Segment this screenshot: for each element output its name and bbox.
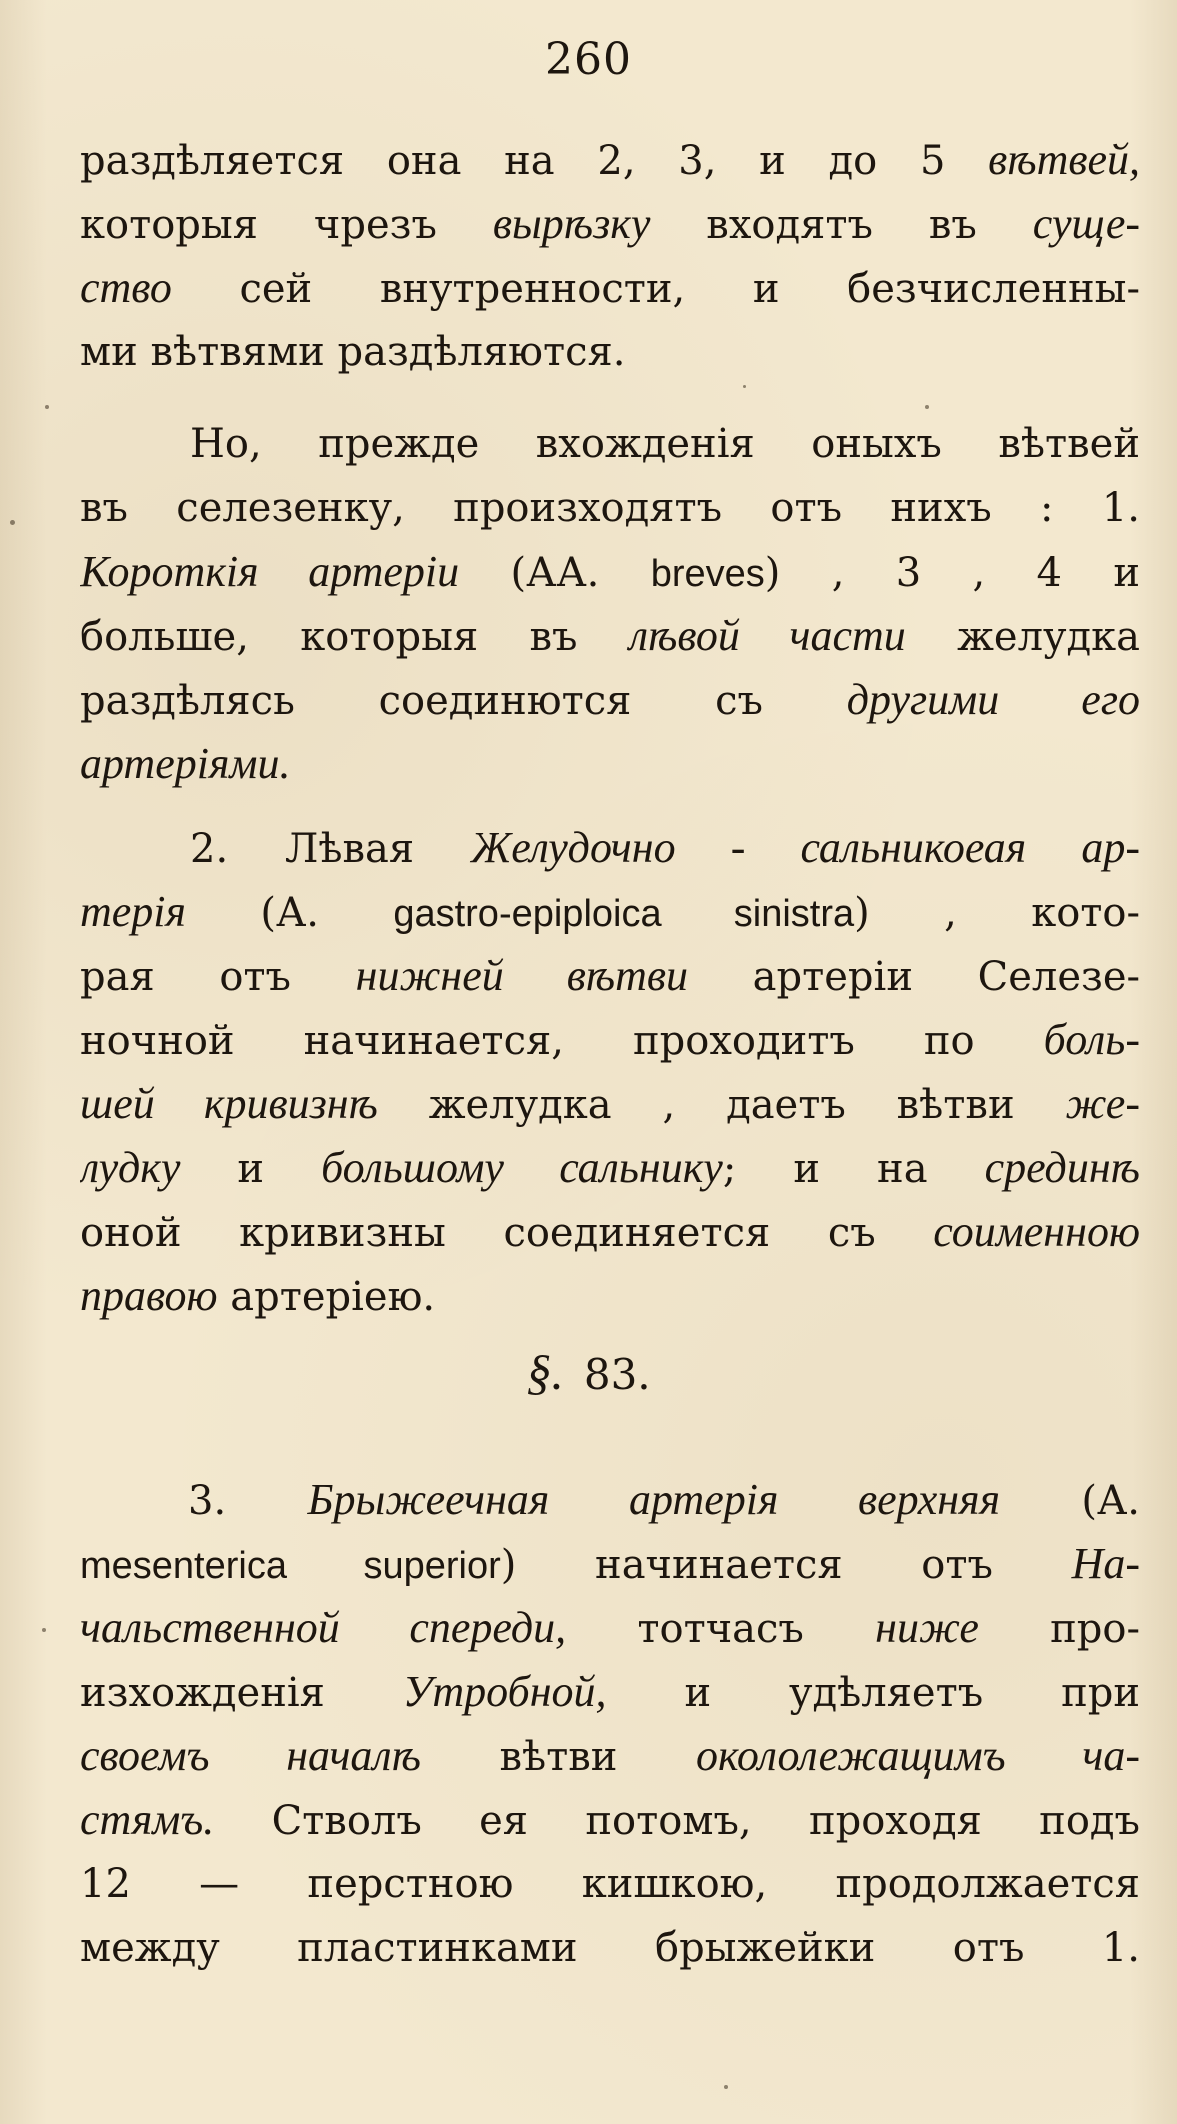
text: вѣтви: [420, 1734, 696, 1780]
text: (А.: [185, 890, 394, 936]
text-line: [80, 1468, 1140, 1532]
text: артеріею.: [217, 1274, 436, 1320]
text: тотчасъ: [566, 1606, 876, 1652]
text-line: [80, 1852, 1140, 1916]
paper-speck: [724, 2085, 728, 2089]
section-symbol: §.: [526, 1344, 564, 1400]
text-line: [80, 1532, 1140, 1596]
latin-term: gastro-epiploica sinistra: [393, 893, 855, 935]
text: про-: [978, 1606, 1140, 1652]
text-line: [80, 1200, 1140, 1264]
text-line: [80, 1724, 1140, 1788]
italic-term: Короткія артеріи: [80, 547, 460, 596]
italic-term: лудку: [80, 1143, 181, 1192]
text: Лѣвая: [285, 826, 471, 872]
text: ) начинается отъ: [500, 1542, 1072, 1588]
italic-term: Желудочно - сальникоеая ар-: [470, 823, 1140, 872]
text-line: [80, 1660, 1140, 1724]
text-line: [80, 816, 1140, 880]
paper-speck: [42, 1628, 46, 1632]
text-line: [80, 476, 1140, 540]
text: оной кривизны соединяется съ: [80, 1210, 934, 1256]
latin-term: breves: [650, 553, 765, 595]
text: (А.: [1000, 1478, 1140, 1524]
text-line: [80, 320, 1140, 384]
italic-term: Утробной,: [402, 1667, 607, 1716]
section-heading: [0, 1340, 1177, 1407]
text-line: [80, 1008, 1140, 1072]
text: желудка: [905, 614, 1140, 660]
italic-term: На-: [1071, 1539, 1140, 1588]
text: которыя чрезъ: [80, 202, 493, 248]
text: ми вѣтвями раздѣляются.: [80, 329, 626, 375]
text-line: [80, 192, 1140, 256]
text: артеріи Селезе-: [688, 954, 1140, 1000]
text: раздѣлясь соединются съ: [80, 678, 847, 724]
italic-term: правою: [80, 1271, 218, 1320]
text-line: [80, 1072, 1140, 1136]
text-line: [80, 412, 1140, 476]
paper-speck: [925, 405, 929, 409]
italic-term: ниже: [875, 1603, 979, 1652]
text-line: [80, 944, 1140, 1008]
text: 2.: [190, 826, 285, 872]
latin-term: mesenterica superior: [80, 1545, 501, 1587]
paper-speck: [10, 520, 15, 525]
text: (АА.: [459, 550, 651, 596]
italic-term: большому сальнику: [321, 1143, 723, 1192]
italic-term: вырѣзку: [492, 199, 651, 248]
italic-term: соименною: [933, 1207, 1140, 1256]
italic-term: ство: [80, 263, 172, 312]
text: 3.: [188, 1478, 308, 1524]
text: Стволъ ея потомъ, проходя подъ: [214, 1798, 1140, 1844]
text: входятъ въ: [650, 202, 1033, 248]
italic-term: стямъ.: [80, 1795, 215, 1844]
italic-term: шей кривизнѣ: [80, 1079, 378, 1128]
text-line: [80, 880, 1140, 944]
italic-term: лѣвой части: [628, 611, 906, 660]
text: и: [180, 1146, 322, 1192]
text: сей внутренности, и безчисленны-: [171, 266, 1140, 312]
text: изхожденія: [80, 1670, 403, 1716]
italic-term: срединѣ: [984, 1143, 1140, 1192]
text: больше, которыя въ: [80, 614, 629, 660]
text: Но, прежде вхожденія оныхъ вѣтвей: [190, 421, 1140, 467]
section-number: 83.: [583, 1350, 651, 1399]
italic-term: нижней вѣтви: [355, 951, 689, 1000]
text: и удѣляетъ при: [606, 1670, 1140, 1716]
text: между пластинками брыжейки отъ 1.: [80, 1925, 1140, 1971]
text-line: [80, 1136, 1140, 1200]
italic-term: же-: [1065, 1079, 1140, 1128]
italic-term: окололежащимъ ча-: [695, 1731, 1140, 1780]
text: ; и на: [722, 1146, 985, 1192]
text: ) , 3 , 4 и: [764, 550, 1140, 596]
text-line: [80, 256, 1140, 320]
text-line: [80, 540, 1140, 604]
text: раздѣляется она на 2, 3, и до 5: [80, 138, 989, 184]
italic-term: своемъ началѣ: [80, 1731, 421, 1780]
italic-term: вѣтвей,: [988, 135, 1140, 184]
text-line: [80, 1596, 1140, 1660]
text-line: [80, 668, 1140, 732]
text-line: [80, 1264, 1140, 1328]
text: въ селезенку, произходятъ отъ нихъ : 1.: [80, 485, 1140, 531]
italic-term: терія: [80, 887, 186, 936]
text: ночной начинается, проходитъ по: [80, 1018, 1044, 1064]
paper-speck: [743, 385, 746, 388]
italic-term: артеріями.: [80, 739, 291, 788]
italic-term: боль-: [1043, 1015, 1140, 1064]
paper-speck: [45, 405, 49, 409]
italic-term: другими его: [846, 675, 1140, 724]
italic-term: чальственной спереди,: [80, 1603, 567, 1652]
text-line: [80, 1916, 1140, 1980]
text-line: [80, 604, 1140, 668]
text-line: [80, 1788, 1140, 1852]
text: 12 — перстною кишкою, продолжается: [80, 1861, 1140, 1907]
italic-term: суще-: [1032, 199, 1140, 248]
text-line: [80, 732, 1140, 796]
page-number: 260: [545, 34, 632, 85]
text-line: [80, 128, 1140, 192]
text: желудка , даетъ вѣтви: [377, 1082, 1066, 1128]
italic-term: Брыжеечная артерія верхняя: [307, 1475, 1001, 1524]
text: ) , кото-: [854, 890, 1140, 936]
text: рая отъ: [80, 954, 356, 1000]
